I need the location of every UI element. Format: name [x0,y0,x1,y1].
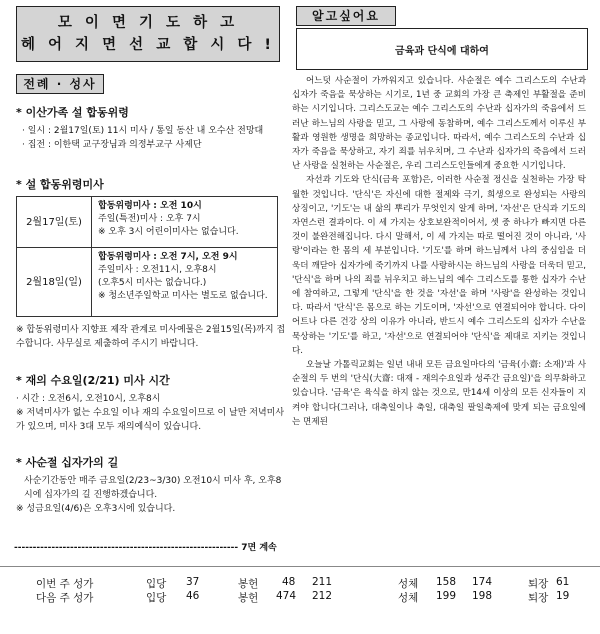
table-row [17,248,278,317]
article-title-box [296,28,588,70]
entrance-number: 37 [186,576,200,588]
offertory-number: 212 [312,590,333,602]
recessional-number: 61 [556,576,570,588]
offertory-number: 474 [276,590,297,602]
article-paragraph: 자선과 기도와 단식(금육 포함)은, 이러한 사순절 정신을 실천하는 가장 탁월한 것입니다. '단식'은 자신에 대한 절제와 극기, 희생으로 완성되는 사랑의 상징이고, '기도'는 내 삶의 뿌리가 무엇인지 알게 하며, '자선'은 단식과 기도의 자연스런 결과이다. 이 세 가지는 상호보완적이어서, 셋 중 하나가 빠지면 다른 것이 불완전해집니다. 다시 말해서, 이 세 가지는 따로 떨어진 것이 아니라, '사랑'이라는 한 몸의 세 부분입니다. '기도'를 하며 하느님께서 나의 중심임을 더욱더 깨닫아 십자가에 죽기까지 나를 사랑하시는 하느님의 사랑을 더욱더 믿고, '단식'을 하며 나의 죄를 뉘우치고 하느님의 예수 그리스도를 통한 십자가 수난에 참여하고, 그렇게 '단식'을 한 것을 '자선'을 하며 '사랑'을 완성하는 것입니다. 따라서 '단식'은 몸으로 하는 기도이며, '자선'으로 연결되어야 합니다. 다이어트나 다른 건강 상의 이유가 아니라, 반드시 예수 그리스도의 십자가 수난을 묵상하는 '기도'를 하고, '자선'으로 연결되어야 '단식'을 제대로 지키는 것입니다. [292,175,586,356]
entrance-label: 입당 [146,578,167,590]
event-heading: * 사순절 십자가의 길 [16,456,119,469]
event-heading: * 설 합동위령미사 [16,178,104,191]
donation-note: ※ 합동위령미사 지향표 제작 관계로 미사예물은 2월15일(목)까지 접수합니다. 사무실로 제출하여 주시기 바랍니다. [16,325,286,349]
event-stations-of-cross [16,454,286,516]
communion-number: 198 [472,590,493,602]
schedule-cell [92,197,278,248]
schedule-line: (오후5시 미사는 없습니다.) [98,278,207,288]
hymn-numbers [16,576,586,604]
communion-number: 158 [436,576,457,588]
article-body [292,74,586,429]
hymn-row [16,590,586,604]
date-cell: 2월18일(일) [17,248,92,317]
continued-note: ------------------------------------------------------------ 7면 계속 [14,543,277,553]
schedule-line: ※ 오후 3시 어린이미사는 없습니다. [98,227,239,237]
table-row [17,197,278,248]
recessional-label: 퇴장 [528,578,549,590]
section-title-liturgy: 전례 · 성사 [16,74,104,94]
entrance-label: 입당 [146,592,167,604]
schedule-cell [92,248,278,317]
article-paragraph: 어느덧 사순절이 가까워지고 있습니다. 사순절은 예수 그리스도의 수난과 십자가 죽음을 묵상하는 시기로, 1년 중 교회의 가장 큰 축제인 부활절을 준비하는 시기입니다. 그리스도교는 예수 그리스도의 수난과 십자가의 죽음에서 드러난 하느님의 사랑을 믿고, 그 사랑에 동참하며, 예수 그리스도께서 이루신 부활과 영원한 생명을 희망하는 종교입니다. 따라서, 예수 그리스도의 수난과 십자가 죽음을 묵상하고, 자기 죄를 뉘우치며, 그 수난과 십자가의 죽음에서 드러난 사랑을 실천하는 사순절은, 우리 그리스도인들에게 중요한 시기입니다. [292,76,586,172]
event-line: · 시간 : 오전6시, 오전10시, 오후8시 [16,394,161,404]
banner [16,6,280,62]
event-line: · 일시 : 2월17일(토) 11시 미사 / 통일 동산 내 오수산 전망대 [22,126,264,136]
offertory-label: 봉헌 [238,592,259,604]
schedule-line: 합동위령미사 : 오전 10시 [98,201,202,211]
mass-schedule-table [16,196,278,317]
schedule-line: 주일미사 : 오전11시, 오후8시 [98,265,217,275]
event-reunion-memorial [16,104,286,152]
schedule-line: ※ 청소년주일학교 미사는 별도로 없습니다. [98,291,268,301]
date-cell: 2월17일(토) [17,197,92,248]
article-paragraph: 오늘날 가톨릭교회는 일년 내내 모든 금요일마다의 '금육(小齋: 소재)'과 사순절의 두 번의 '단식(大齋: 대재 - 재의수요일과 성주간 금요일)'을 의무화하고 있습니다. '금육'은 육식을 하지 않는 것으로, 만14세 이상의 모든 신자들이 지켜야 합니다(그러나, 대축일이나 축일, 대축일 팔일축제에 맞게 되는 금요일에는 면제된 [292,360,586,427]
hymn-row-label: 다음 주 성가 [36,592,94,604]
event-heading: * 이산가족 설 합동위령 [16,106,129,119]
hymn-row [16,576,586,590]
event-line: · 집전 : 이한택 교구장님과 의정부교구 사제단 [22,140,202,150]
hymn-row-label: 이번 주 성가 [36,578,94,590]
entrance-number: 46 [186,590,200,602]
event-ash-wednesday [16,372,286,434]
section-title-faq: 알고싶어요 [296,6,396,26]
recessional-number: 19 [556,590,570,602]
event-line: ※ 성금요일(4/6)은 오후3시에 있습니다. [16,504,176,514]
schedule-line: 합동위령미사 : 오전 7시, 오전 9시 [98,252,238,262]
schedule-line: 주일(특전)미사 : 오후 7시 [98,214,201,224]
communion-number: 174 [472,576,493,588]
banner-line-2: 헤 어 지 면 선 교 합 시 다 ! [20,37,276,53]
banner-line-1: 모 이 면 기 도 하 고 [57,15,239,31]
article-title: 금육과 단식에 대하여 [395,45,489,57]
offertory-number: 48 [282,576,296,588]
communion-number: 199 [436,590,457,602]
event-line: 사순기간동안 매주 금요일(2/23~3/30) 오전10시 미사 후, 오후8시에 십자가의 길 진행하겠습니다. [24,476,282,500]
offertory-number: 211 [312,576,333,588]
event-lunar-new-year-mass [16,176,286,351]
event-line: ※ 저녁미사가 없는 수요일 이나 재의 수요일이므로 이 날만 저녁미사가 있으며, 미사 3대 모두 재의예식이 있습니다. [16,408,285,432]
event-heading: * 재의 수요일(2/21) 미사 시간 [16,374,170,387]
communion-label: 성체 [398,578,419,590]
divider [0,566,600,567]
communion-label: 성체 [398,592,419,604]
offertory-label: 봉헌 [238,578,259,590]
recessional-label: 퇴장 [528,592,549,604]
